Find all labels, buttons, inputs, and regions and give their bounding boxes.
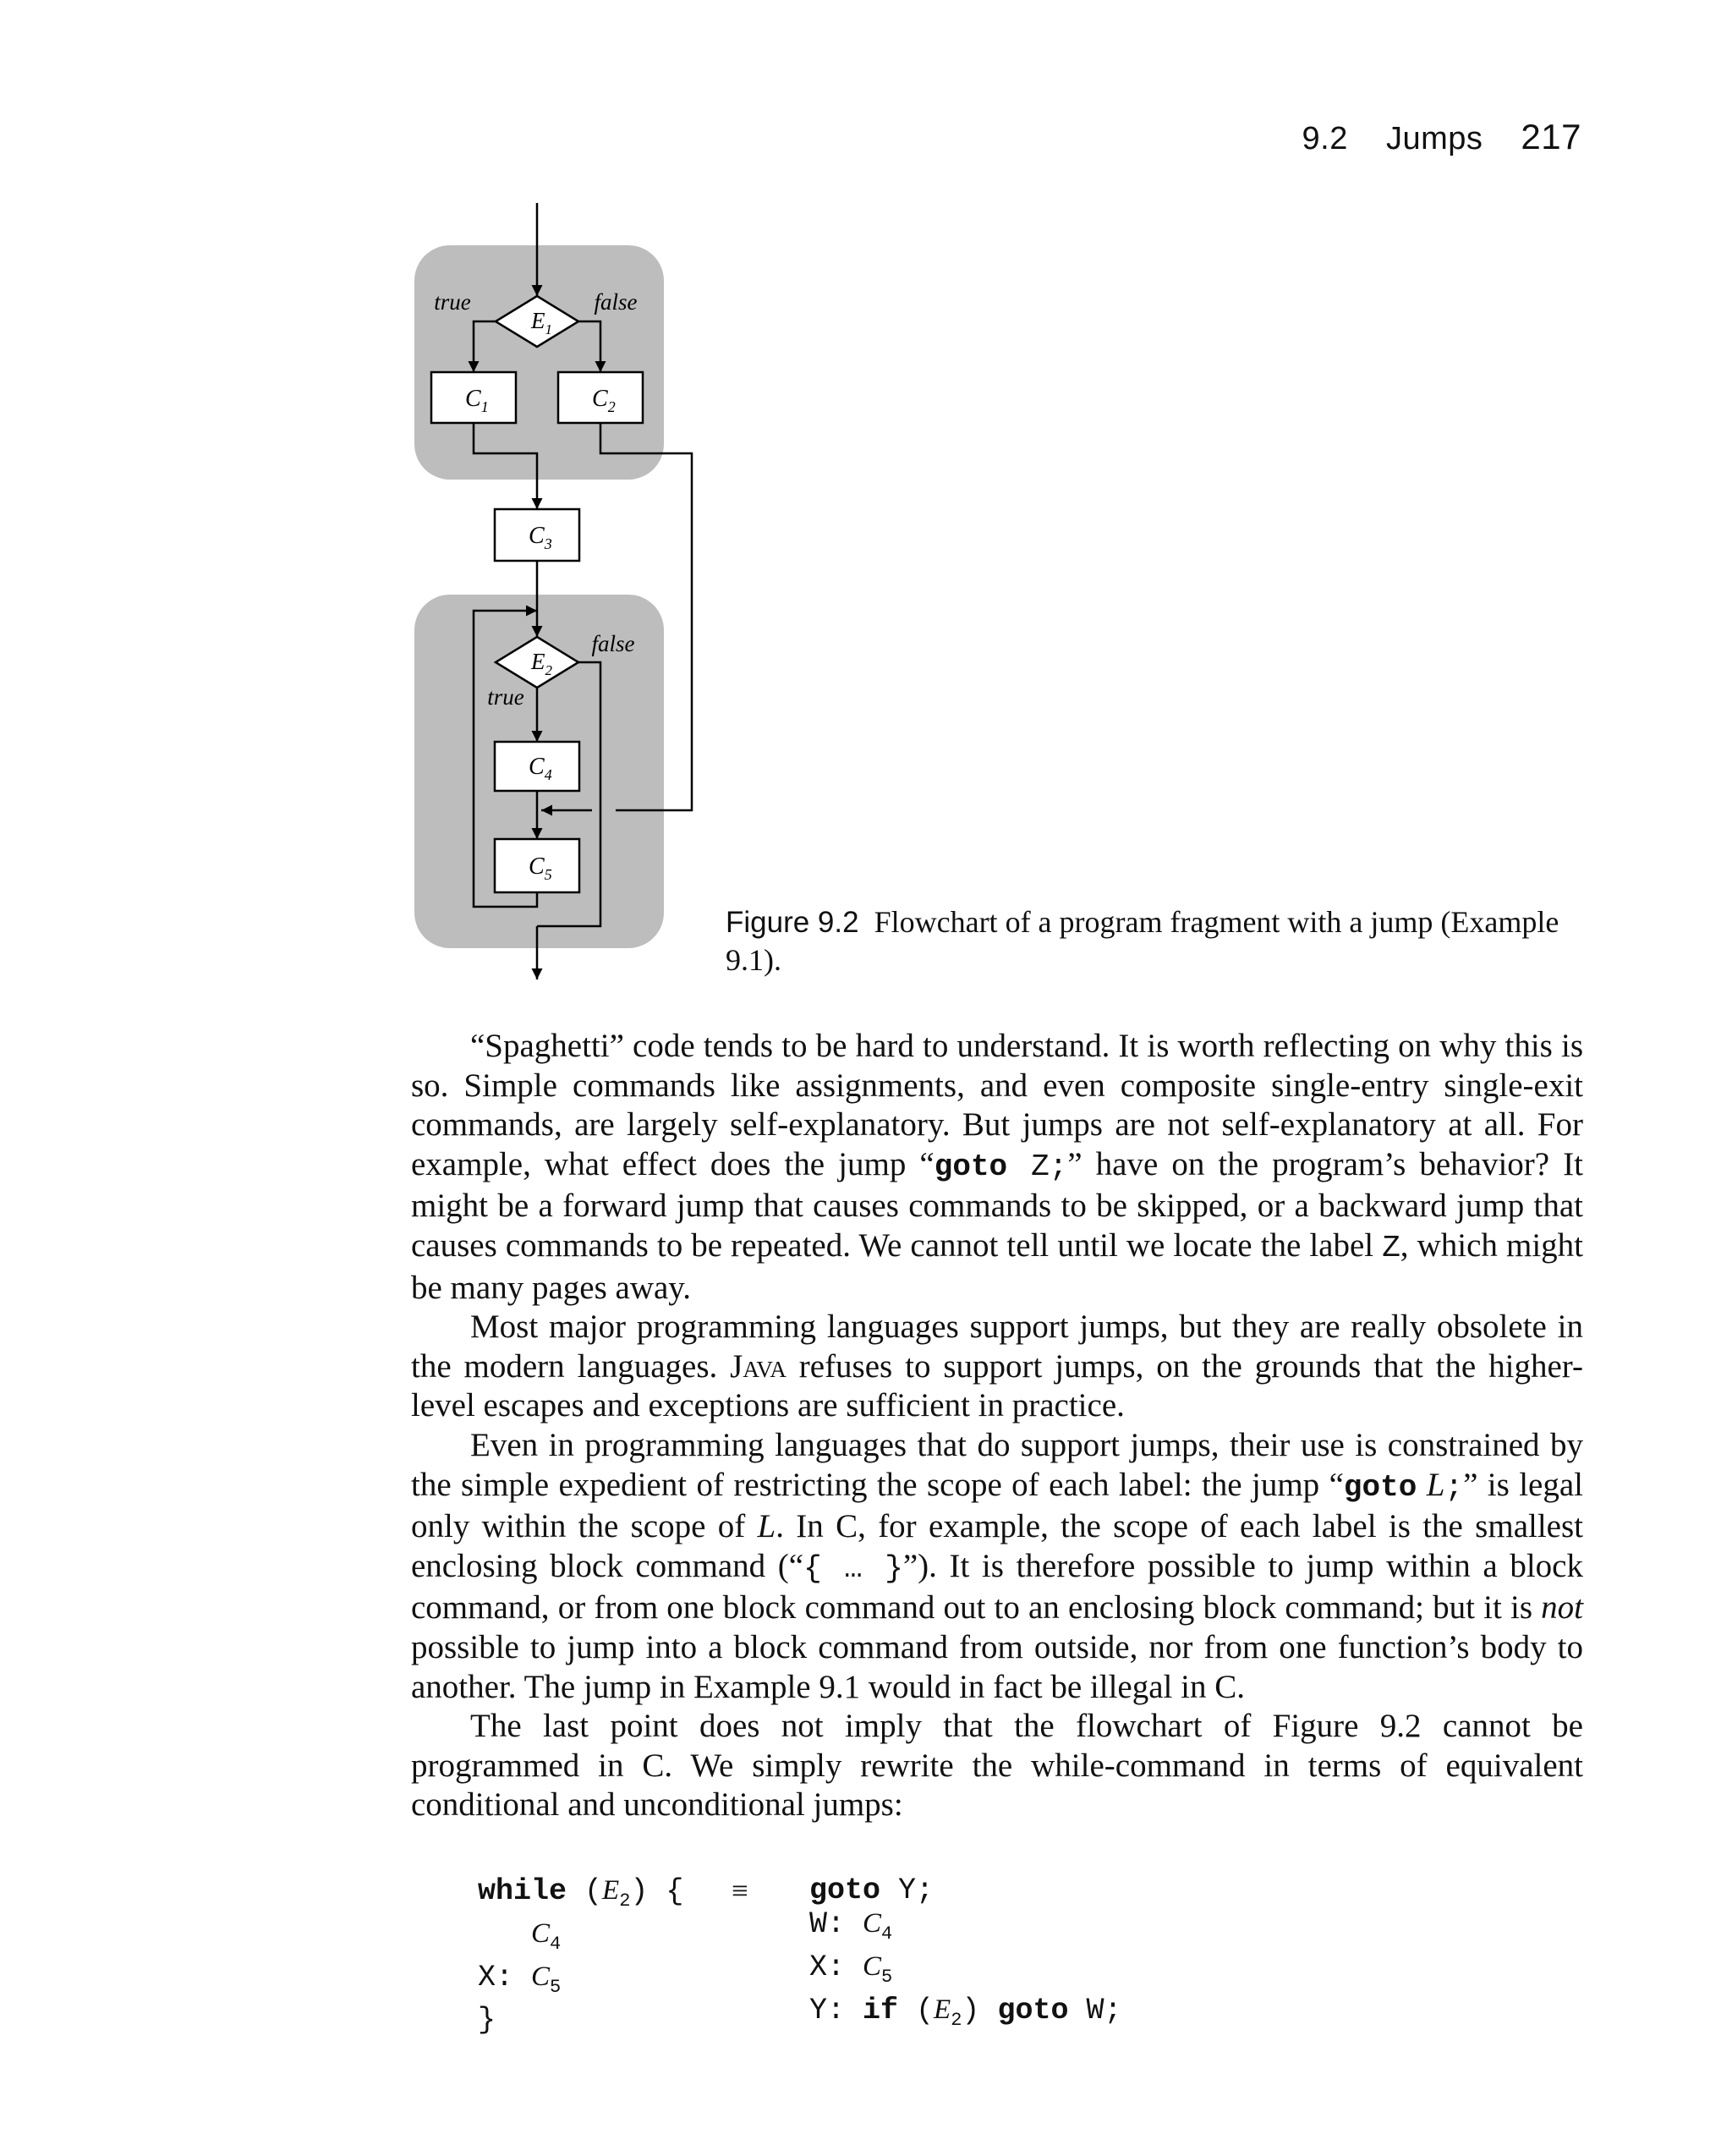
running-head (1302, 117, 1581, 157)
e2-false-label: false (591, 631, 635, 656)
e1-false-label: false (594, 289, 638, 315)
e1-true-label: true (434, 289, 471, 315)
code-line: } (478, 2003, 496, 2037)
section-title: Jumps (1385, 121, 1483, 156)
code-line: goto Y; (809, 1873, 935, 1907)
e1-label: $E_1$ (531, 308, 552, 337)
if-block-region (414, 245, 664, 480)
e2-true-label: true (487, 684, 524, 710)
c5-label: $C_5$ (529, 853, 552, 883)
code-line: X: $C_5$ (478, 1961, 562, 1998)
code-line: while $(E_2)$ { (478, 1874, 684, 1912)
c3-label: $C_3$ (529, 523, 552, 552)
paragraph-3: Even in programming languages that do support jumps, their use is constrained by the simple expedient of restricting the scope of each label: the jump “goto L;” is legal only within the scope of L. In C, for example, the scope of each label is the smallest enclosing block command (“{ … }”). It is therefore possible to jump within a block command, or from one block command out to an enclosing block command; but it is not possible to jump into a block command from outside, nor from one function’s body to another. The jump in Example 9.1 would in fact be illegal in C. (411, 1426, 1584, 1705)
c4-label: $C_4$ (529, 754, 552, 783)
code-line: W: $C_4$ (809, 1907, 893, 1945)
paragraph-1: “Spaghetti” code tends to be hard to understand. It is worth reflecting on why this is so. Simple commands like assignments, and even composite single-entry single-exit commands, are largely self-explanatory. But jumps are not self-explanatory at all. For example, what effect does the jump “goto Z;” have on the program’s behavior? It might be a forward jump that causes commands to be skipped, or a backward jump that causes commands to be repeated. We cannot tell until we locate the label Z, which might be many pages away. (411, 1028, 1583, 1306)
code-line: Y: if $(E_2)$ goto W; (809, 1994, 1122, 2031)
goto-code (809, 1874, 1121, 2037)
paragraph-2: Most major programming languages support jumps, but they are really obsolete in the modern languages. Java refuses to support jumps, on the grounds that the higher-level escapes and exceptions are sufficient in practice. (411, 1308, 1583, 1424)
page-number: 217 (1521, 117, 1581, 156)
e2-label: $E_2$ (531, 649, 552, 678)
section-number: 9.2 (1302, 121, 1348, 156)
equivalence-symbol: ≡ (732, 1874, 748, 1907)
while-code (478, 1874, 683, 2037)
code-line: X: $C_5$ (809, 1950, 893, 1988)
c2-label: $C_2$ (592, 386, 616, 415)
figure-label: Figure 9.2 (726, 906, 859, 939)
figure-caption (726, 903, 1571, 979)
body-text (411, 1027, 1583, 1825)
figure-caption-text: Flowchart of a program fragment with a jump (Example 9.1). (726, 905, 1559, 977)
c1-label: $C_1$ (465, 386, 489, 415)
flowchart-figure (397, 203, 719, 981)
paragraph-4: The last point does not imply that the flowchart of Figure 9.2 cannot be programmed in C. We simply rewrite the while-command in terms of equivalent conditional and unconditional jumps: (411, 1708, 1583, 1824)
java-name: Java (730, 1347, 787, 1385)
code-line: $C_4$ (531, 1918, 562, 1955)
